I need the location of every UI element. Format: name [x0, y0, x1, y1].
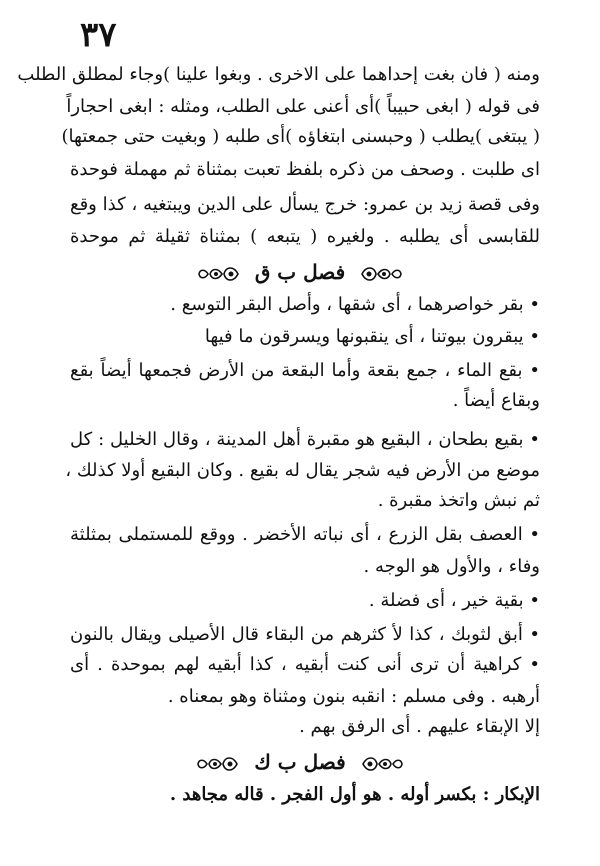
entry-line: أرهبه . وفى مسلم : انقبه بنون ومثناة وهو بمعناه . [167, 686, 540, 707]
entry-line: • العصف بقل الزرع ، أى نباته الأخضر . ووقع للمستملى بمثلثة [70, 524, 540, 545]
entry-line: • يبقرون بيوتنا ، أى ينقبونها ويسرقون ما فيها [204, 326, 540, 347]
entry-line: وبقاع أيضاً . [452, 390, 540, 411]
entry-line: • بقية خير ، أى فضلة . [368, 590, 540, 611]
entry-line: • كراهية أن ترى أنى كنت أبقيه ، كذا أبقيه لهم بموحدة . أى [70, 654, 540, 675]
text-line: ومنه ( فان بغت إحداهما على الاخرى . وبغوا علينا )وجاء لمطلق الطلب [17, 64, 540, 85]
section-heading [0, 752, 600, 775]
text-line: ( يبتغى )يطلب ( وحبسنى ابتغاؤه )أى طلبه ( وبغيت حتى جمعتها) [61, 126, 540, 147]
entry-line: • أبق لثوبك ، كذا لأ كثرهم من البقاء قال الأصيلى ويقال بالنون [70, 624, 540, 645]
entry-line: • بقع الماء ، جمع بقعة وأما البقعة من الأرض فجمعها أيضاً بقع [70, 360, 540, 381]
section-heading-label: فصل ب ق [254, 260, 346, 284]
page-number: ٣٧ [80, 15, 117, 55]
text-line: فى قوله ( ابغى حبيباً )أى أعنى على الطلب، ومثله : ابغى احجاراً [66, 96, 540, 117]
entry-line: موضع من الأرض فيه شجر يقال له بقيع . وكان البقيع أولا كذلك ، [65, 460, 540, 481]
entry-line: • بقر خواصرهما ، أى شقها ، وأصل البقر التوسع . [170, 294, 540, 315]
section-heading [0, 262, 600, 285]
entry-line: • بقيع بطحان ، البقيع هو مقبرة أهل المدينة ، وقال الخليل : كل [70, 429, 540, 450]
text-line: اى طلبت . وصحف من ذكره بلفظ تعبت بمثناة ثم مهملة فوحدة [70, 159, 540, 180]
entry-line: إلا الإبقاء عليهم . أى الرفق بهم . [299, 716, 540, 737]
floral-ornament-icon [195, 753, 241, 775]
floral-ornament-icon [196, 263, 242, 285]
text-line: وفى قصة زيد بن عمرو: خرج يسأل على الدين ويبتغيه ، كذا وقع [70, 194, 540, 215]
floral-ornament-icon [359, 753, 405, 775]
text-line: للقابسى أى يطلبه . ولغيره ( يتبعه ) بمثناة ثقيلة ثم موحدة [70, 226, 540, 247]
entry-line: الإبكار : بكسر أوله . هو أول الفجر . قاله مجاهد . [169, 784, 540, 805]
floral-ornament-icon [358, 263, 404, 285]
entry-line: ثم نبش واتخذ مقبرة . [377, 490, 540, 511]
entry-line: وفاء ، والأول هو الوجه . [363, 556, 540, 577]
section-heading-label: فصل ب ك [254, 750, 346, 774]
